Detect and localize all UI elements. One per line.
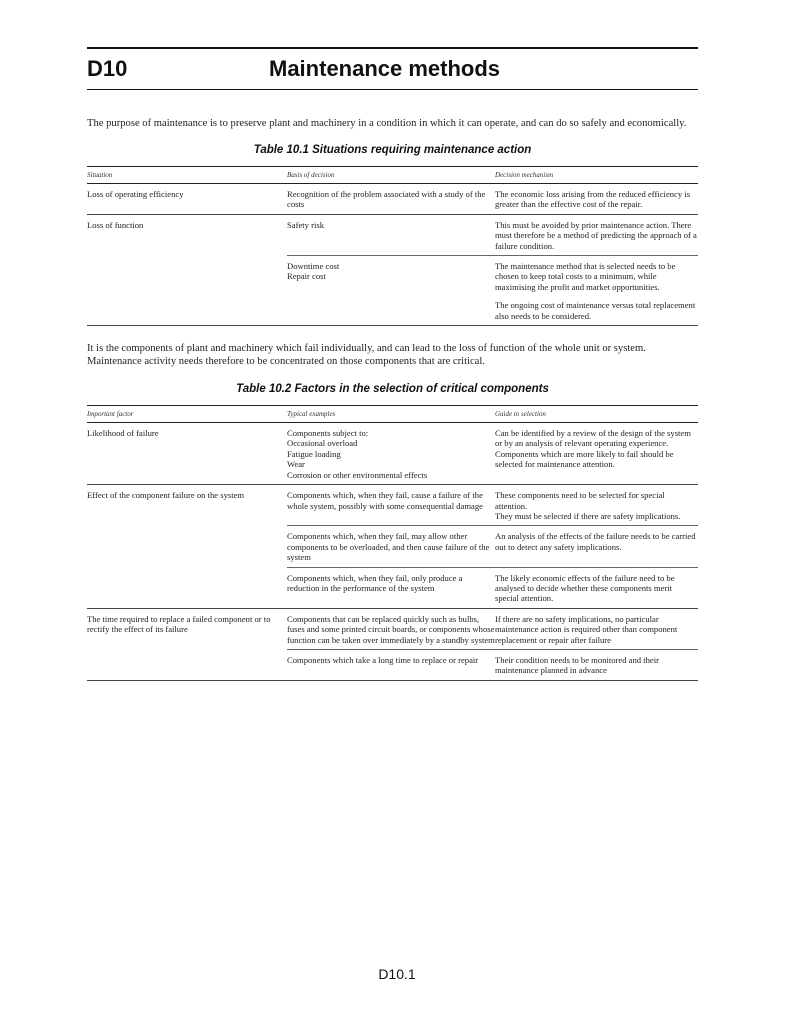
table2-col-guide: Guide to selection (495, 410, 546, 419)
table1-basis-cell: Recognition of the problem associated with a study of the costs (287, 189, 486, 210)
table1-situation-cell: Loss of function (87, 219, 144, 230)
table2-col-examples: Typical examples (287, 410, 336, 419)
table1-col-basis: Basis of decision (287, 171, 335, 179)
page-number: D10.1 (378, 966, 416, 982)
page-content (87, 47, 698, 681)
table2 (87, 405, 698, 681)
table2-example-cell: Components which, when they fail, cause a failure of the whole system, possibly with some consequential damage (287, 490, 483, 511)
header-bottom-rule (87, 89, 698, 90)
table2-factor-cell: The time required to replace a failed component or to rectify the effect of its failure (87, 613, 271, 635)
table1-header-row (87, 167, 698, 184)
table-row (87, 485, 698, 609)
table2-guide-cell: These components need to be selected for special attention. They must be selected if there are safety implications. (495, 490, 681, 521)
table1-col-mechanism: Decision mechanism (495, 171, 554, 179)
table-row (87, 215, 698, 326)
intro-paragraph: The purpose of maintenance is to preserve plant and machinery in a condition in which it can operate, and can do so safely and economically. (87, 118, 687, 129)
page-title: Maintenance methods (269, 56, 501, 81)
table2-example-cell: Components subject to: Occasional overload Fatigue loading Wear Corrosion or other environmental effects (287, 428, 428, 480)
table2-guide-cell: If there are no safety implications, no particular maintenance action is required other than component replacement or repair after failure (495, 613, 678, 645)
table-row (87, 609, 698, 681)
table1-basis-cell: Safety risk (287, 219, 324, 230)
table2-header-row (87, 406, 698, 423)
table2-example-cell: Components which, when they fail, only produce a reduction in the performance of the system (287, 572, 463, 593)
table2-guide-cell: Can be identified by a review of the design of the system or by an analysis of relevant operating experience. Components which are more likely to fail should be selected for maintenance attention. (495, 428, 691, 470)
table2-factor-cell: Effect of the component failure on the system (87, 490, 245, 501)
table1-col-situation: Situation (87, 171, 113, 179)
table2-guide-cell: The likely economic effects of the failure need to be analysed to decide whether these components merit special attention. (495, 572, 675, 604)
table1 (87, 166, 698, 326)
table-row (87, 184, 698, 215)
middle-paragraph: It is the components of plant and machinery which fail individually, and can lead to the loss of function of the whole unit or system. Maintenance activity needs therefore to be concentrated on those components that are critical. (87, 343, 646, 368)
table2-example-cell: Components which, when they fail, may allow other components to be overloaded, and then cause failure of the system (287, 531, 490, 563)
table2-title: Table 10.2 Factors in the selection of critical components (236, 383, 549, 396)
table1-situation-cell: Loss of operating efficiency (87, 189, 184, 199)
table1-mechanism-cell: This must be avoided by prior maintenance action. There must therefore be a method of predicting the approach of a failure condition. (495, 219, 697, 251)
page-header (87, 49, 698, 89)
table2-guide-cell: Their condition needs to be monitored and their maintenance planned in advance (495, 654, 659, 676)
table2-example-cell: Components that can be replaced quickly such as bulbs, fuses and some printed circuit boards, or components whose function can be taken over immediately by a standby system (287, 613, 495, 645)
table1-basis-cell: Downtime cost Repair cost (287, 261, 340, 282)
table1-mechanism-cell-extra: The ongoing cost of maintenance versus total replacement also needs to be considered. (495, 300, 696, 321)
table1-mechanism-cell: The economic loss arising from the reduced efficiency is greater than the effective cost of the repair. (495, 189, 691, 210)
table2-example-cell: Components which take a long time to replace or repair (287, 654, 479, 665)
table1-title: Table 10.1 Situations requiring maintenance action (253, 144, 532, 156)
table2-col-factor: Important factor (87, 410, 134, 419)
table1-mechanism-cell: The maintenance method that is selected needs to be chosen to keep total costs to a minimum, while maximising the profit and market opportunities. (495, 261, 676, 292)
table2-factor-cell: Likelihood of failure (87, 428, 159, 439)
section-code: D10 (87, 56, 128, 81)
table-row (87, 423, 698, 485)
table2-guide-cell: An analysis of the effects of the failure needs to be carried out to detect any safety implications. (495, 531, 696, 552)
